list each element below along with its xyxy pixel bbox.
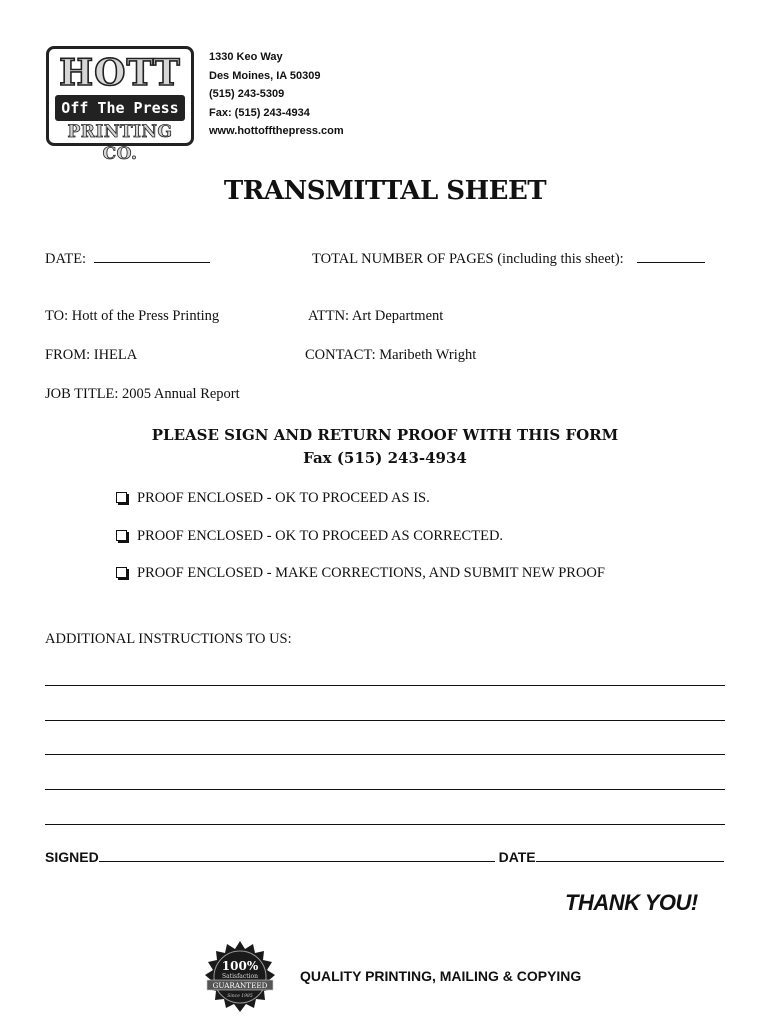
- option-label: PROOF ENCLOSED - OK TO PROCEED AS CORRECTED.: [137, 528, 504, 544]
- seal-bottom-text: Since 1985: [227, 994, 253, 999]
- option-ok-as-is[interactable]: [116, 490, 430, 507]
- contact-field: CONTACT: Maribeth Wright: [305, 347, 477, 363]
- logo-off-the-press-band: Off The Press: [55, 95, 185, 121]
- seal-middle-text: Satisfaction: [221, 973, 259, 980]
- date-label: DATE:: [45, 251, 87, 267]
- checkbox-icon[interactable]: [116, 530, 127, 541]
- fax-instruction: Fax (515) 243-4934: [303, 449, 467, 467]
- thank-you-text: THANK YOU!: [565, 890, 698, 915]
- date-field: [45, 250, 210, 268]
- instruction-line[interactable]: [45, 685, 725, 686]
- additional-instructions-label: ADDITIONAL INSTRUCTIONS TO US:: [45, 631, 292, 647]
- checkbox-icon[interactable]: [116, 492, 127, 503]
- instruction-line[interactable]: [45, 720, 725, 721]
- signature-blank[interactable]: [99, 847, 495, 862]
- company-address-block: [209, 48, 344, 141]
- option-submit-new-proof[interactable]: [116, 565, 605, 582]
- page-title: TRANSMITTAL SHEET: [223, 176, 547, 206]
- checkbox-icon[interactable]: [116, 567, 127, 578]
- sign-return-instruction: PLEASE SIGN AND RETURN PROOF WITH THIS FORM: [151, 426, 619, 444]
- date-blank[interactable]: [94, 250, 210, 263]
- seal-top-text: 100%: [221, 959, 259, 973]
- total-pages-label: TOTAL NUMBER OF PAGES (including this sheet):: [312, 251, 624, 267]
- option-label: PROOF ENCLOSED - OK TO PROCEED AS IS.: [137, 490, 430, 506]
- option-label: PROOF ENCLOSED - MAKE CORRECTIONS, AND SUBMIT NEW PROOF: [137, 565, 605, 581]
- satisfaction-guaranteed-seal-icon: [203, 940, 277, 1014]
- website-link[interactable]: www.hottoffthepress.com: [209, 125, 344, 137]
- address-line-2: Des Moines, IA 50309: [209, 69, 321, 82]
- option-ok-as-corrected[interactable]: [116, 528, 503, 545]
- instruction-line[interactable]: [45, 789, 725, 790]
- address-line-1: 1330 Keo Way: [209, 51, 283, 63]
- fax-number: Fax: (515) 243-4934: [209, 106, 310, 119]
- signature-date-label: DATE: [498, 849, 536, 865]
- logo-hott-text: HOTT: [59, 52, 181, 94]
- from-field: FROM: IHELA: [45, 347, 138, 363]
- job-title-field: JOB TITLE: 2005 Annual Report: [45, 386, 240, 402]
- company-logo: [46, 46, 194, 164]
- total-pages-field: [312, 250, 705, 268]
- signature-row: [45, 847, 724, 865]
- logo-printing-co-text: PRINTING CO.: [67, 122, 173, 164]
- attn-field: ATTN: Art Department: [308, 308, 444, 324]
- signature-date-blank[interactable]: [536, 847, 724, 862]
- seal-band-text: GUARANTEED: [212, 981, 268, 990]
- signed-label: SIGNED: [45, 849, 99, 865]
- company-tagline: QUALITY PRINTING, MAILING & COPYING: [300, 968, 582, 984]
- instruction-line[interactable]: [45, 824, 725, 825]
- phone-number: (515) 243-5309: [209, 88, 285, 100]
- instruction-line[interactable]: [45, 754, 725, 755]
- total-pages-blank[interactable]: [637, 250, 705, 263]
- to-field: TO: Hott of the Press Printing: [45, 308, 220, 324]
